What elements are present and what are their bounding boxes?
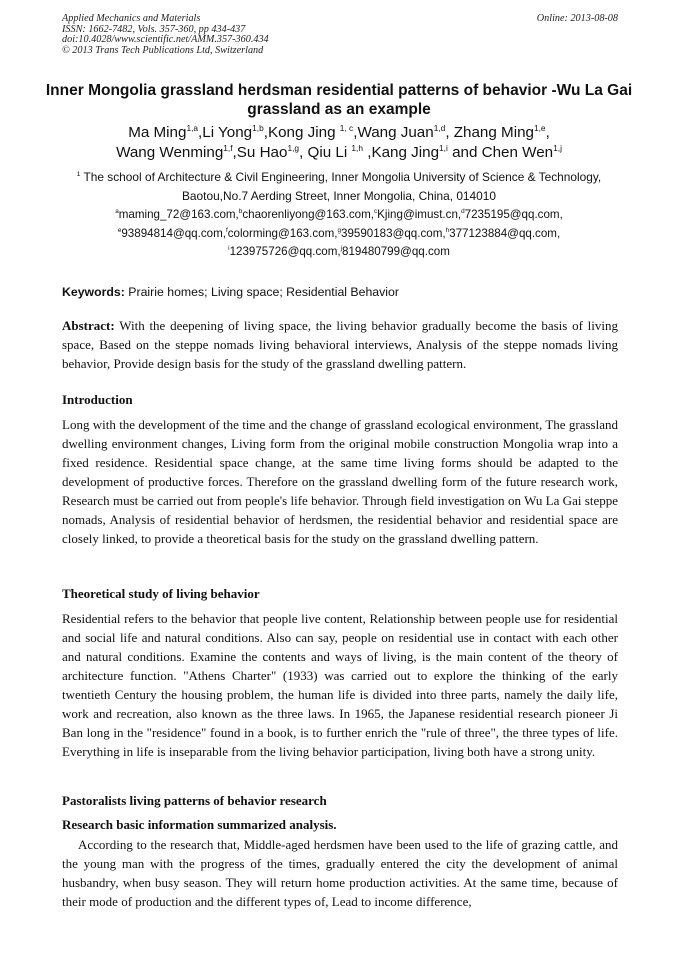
email: $^h$377123884@qq.com, bbox=[445, 226, 561, 240]
abstract-label: Abstract: bbox=[62, 318, 115, 333]
author: Chen Wen$^{1,j}$ bbox=[481, 142, 562, 161]
journal-name: Applied Mechanics and Materials bbox=[62, 13, 201, 24]
affiliation-line-2: Baotou,No.7 Aerding Street, Inner Mongolia, China, 014010 bbox=[182, 189, 496, 203]
section-heading-pastoralists: Pastoralists living patterns of behavior research bbox=[62, 793, 327, 808]
email: $^c$Kjing@imust.cn, bbox=[373, 208, 462, 221]
author: Su Hao$^{1,g}$, bbox=[236, 142, 308, 161]
email-list bbox=[40, 206, 638, 262]
subsection-heading: Research basic information summarized analysis. bbox=[62, 817, 337, 832]
abstract bbox=[62, 316, 618, 373]
author: Wang Wenming$^{1,f}$, bbox=[116, 142, 237, 161]
email: $^e$93894814@qq.com, bbox=[117, 226, 226, 240]
author: Li Yong$^{1,b}$, bbox=[202, 122, 268, 141]
section-heading-introduction: Introduction bbox=[62, 392, 133, 407]
doi-line: doi:10.4028/www.scientific.net/AMM.357-360.434 bbox=[62, 34, 269, 46]
affiliation: $^1$ The school of Architecture & Civil Engineering, Inner Mongolia University of Science & Technology, Baotou,No.7 Aerding Street, Inner Mongolia, China, 014010 bbox=[76, 170, 602, 203]
issn-line: ISSN: 1662-7482, Vols. 357-360, pp 434-437 bbox=[62, 23, 246, 35]
online-date: Online: 2013-08-08 bbox=[536, 13, 618, 24]
email: $^g$39590183@qq.com, bbox=[337, 226, 446, 240]
author: Wang Juan$^{1,d}$, bbox=[357, 122, 454, 141]
paper-title: Inner Mongolia grassland herdsman residential patterns of behavior -Wu La Gai grassland as an example bbox=[45, 82, 633, 118]
keywords bbox=[62, 285, 618, 300]
affiliation-line-1: The school of Architecture & Civil Engineering, Inner Mongolia University of Science & Technology, bbox=[80, 170, 602, 184]
email: $^i$123975726@qq.com, bbox=[228, 245, 341, 259]
author-list bbox=[40, 123, 638, 163]
email: $^b$chaorenliyong@163.com, bbox=[238, 208, 374, 221]
theory-text: Residential refers to the behavior that people live content, Relationship between people use for residential and social life and natural conditions. Also can say, people on residential use in contact with each other and natural conditions. Examine the contents and ways of living, is the main content of the theory of architecture function. "Athens Charter" (1933) was carried out to explore the thinking of the early twentieth Century the housing problem, the human life is divided into three parts, namely the daily life, work and recreation, also known as the three laws. In 1965, the Japanese residential research pioneer Ji Ban long in the "residence" found in a book, is to further enrich the "rule of three", the three types of life. Everything in life is inseparable from the living behavior participation, living both have a strong unity. bbox=[62, 611, 618, 759]
keywords-text: Prairie homes; Living space; Residential Behavior bbox=[124, 285, 399, 299]
author: Ma Ming$^{1,a}$, bbox=[128, 122, 203, 141]
author: Kang Jing$^{1,i}$ and bbox=[371, 142, 482, 161]
author: Qiu Li $^{1,h}$ , bbox=[307, 142, 372, 161]
author: Zhang Ming$^{1,e}$, bbox=[453, 122, 550, 141]
email: $^j$819480799@qq.com bbox=[340, 245, 450, 259]
email: $^f$colorming@163.com, bbox=[225, 226, 338, 240]
abstract-text: With the deepening of living space, the living behavior gradually become the basis of living space, Based on the steppe nomads living behavioral interviews, Analysis of the steppe nomads living behavior, Provide design basis for the study of the grassland dwelling pattern. bbox=[62, 318, 618, 371]
email: $^d$7235195@qq.com, bbox=[461, 208, 563, 221]
copyright-line: © 2013 Trans Tech Publications Ltd, Switzerland bbox=[62, 44, 264, 56]
author: Kong Jing $^{1, c}$, bbox=[267, 122, 358, 141]
pastoralists-text: According to the research that, Middle-aged herdsmen have been used to the life of grazing cattle, and the young man with the progress of the times, gradually entered the city the development of animal husbandry, when busy season. They will return home production activities. At the same time, because of their mode of production and the different types of, Lead to income difference, bbox=[62, 837, 618, 909]
journal-header bbox=[62, 14, 618, 56]
keywords-label: Keywords: bbox=[62, 285, 125, 299]
section-heading-theory: Theoretical study of living behavior bbox=[62, 586, 260, 601]
email: $^a$maming_72@163.com, bbox=[115, 208, 239, 221]
introduction-text: Long with the development of the time and the change of grassland ecological environment, The grassland dwelling environment changes, Living form from the original mobile construction Mongolia wrap into a fixed residence. Residential space change, at the same time living forms should be adapted to the development of productive forces. Therefore on the grassland dwelling form of the future research work, Research must be carried out from people's life behavior. Through field investigation on Wu La Gai steppe nomads, Analysis of residential behavior of herdsmen, the residential behavior and residential space are closely linked, to provide a theoretical basis for the study on the grassland dwelling pattern. bbox=[62, 417, 618, 546]
